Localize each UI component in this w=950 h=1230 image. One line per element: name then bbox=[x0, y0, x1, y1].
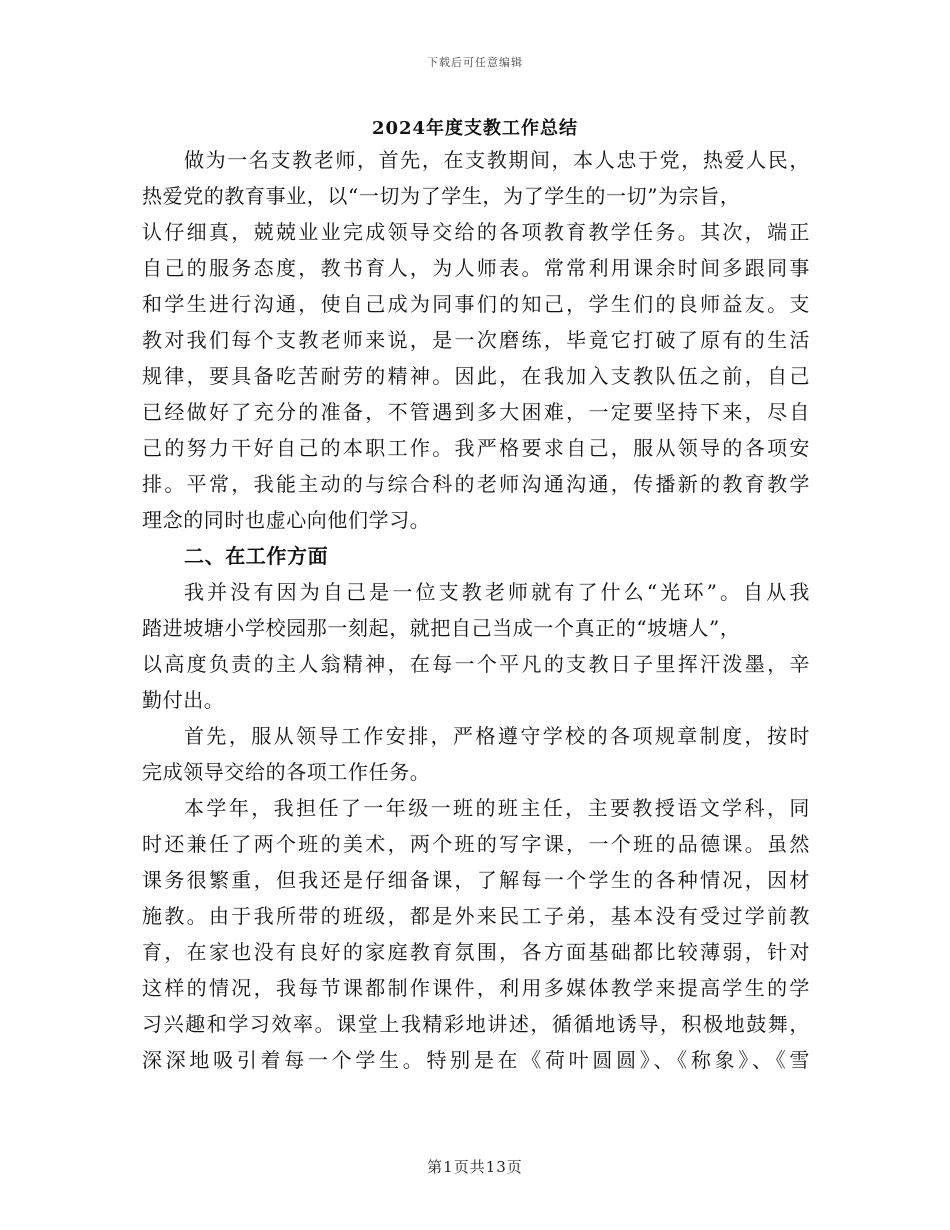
section-heading: 二、在工作方面 bbox=[184, 544, 329, 568]
body-text-line: 首先，服从领导工作安排，严格遵守学校的各项规章制度，按时 bbox=[184, 724, 810, 748]
body-text-line: 这样的情况，我每节课都制作课件，利用多媒体教学来提高学生的学 bbox=[142, 976, 810, 1000]
body-text-line: 深深地吸引着每一个学生。特别是在《荷叶圆圆》、《称象》、《雪 bbox=[142, 1048, 810, 1072]
body-text-line: 排。平常，我能主动的与综合科的老师沟通沟通，传播新的教育教学 bbox=[142, 472, 810, 496]
body-text-line: 时还兼任了两个班的美术，两个班的写字课，一个班的品德课。虽然 bbox=[142, 832, 810, 856]
body-text-line: 规律，要具备吃苦耐劳的精神。因此，在我加入支教队伍之前，自己 bbox=[142, 364, 810, 388]
body-text-line: 我并没有因为自己是一位支教老师就有了什么“光环”。自从我 bbox=[184, 580, 810, 604]
body-text-line: 教对我们每个支教老师来说，是一次磨练，毕竟它打破了原有的生活 bbox=[142, 328, 810, 352]
body-text-line: 自己的服务态度，教书育人，为人师表。常常利用课余时间多跟同事 bbox=[142, 256, 810, 280]
body-text-line: 做为一名支教老师，首先，在支教期间，本人忠于党，热爱人民， bbox=[184, 148, 810, 172]
body-text-line: 认仔细真，兢兢业业完成领导交给的各项教育教学任务。其次，端正 bbox=[142, 220, 810, 244]
header-note: 下载后可任意编辑 bbox=[427, 56, 523, 69]
body-text-line: 以高度负责的主人翁精神，在每一个平凡的支教日子里挥汗泼墨，辛 bbox=[142, 652, 810, 676]
body-text-line: 课务很繁重，但我还是仔细备课，了解每一个学生的各种情况，因材 bbox=[142, 868, 810, 892]
body-text-line: 习兴趣和学习效率。课堂上我精彩地讲述，循循地诱导，积极地鼓舞， bbox=[142, 1012, 810, 1036]
body-text-line: 已经做好了充分的准备，不管遇到多大困难，一定要坚持下来，尽自 bbox=[142, 400, 810, 424]
body-text-line: 热爱党的教育事业，以“一切为了学生，为了学生的一切”为宗旨， bbox=[142, 184, 741, 208]
body-text-line: 勤付出。 bbox=[142, 688, 225, 712]
body-text-line: 踏进坡塘小学校园那一刻起，就把自己当成一个真正的“坡塘人”， bbox=[142, 616, 741, 640]
body-text-line: 己的努力干好自己的本职工作。我严格要求自己，服从领导的各项安 bbox=[142, 436, 810, 460]
page-number: 第1页共13页 bbox=[427, 1158, 523, 1176]
body-text-line: 完成领导交给的各项工作任务。 bbox=[142, 760, 431, 784]
body-text-line: 理念的同时也虚心向他们学习。 bbox=[142, 508, 431, 532]
body-text-line: 施教。由于我所带的班级，都是外来民工子弟，基本没有受过学前教 bbox=[142, 904, 810, 928]
document-body bbox=[142, 142, 810, 1078]
document-title: 2024年度支教工作总结 bbox=[371, 118, 579, 139]
body-text-line: 和学生进行沟通，使自己成为同事们的知己，学生们的良师益友。支 bbox=[142, 292, 810, 316]
body-text-line: 育，在家也没有良好的家庭教育氛围，各方面基础都比较薄弱，针对 bbox=[142, 940, 810, 964]
body-text-line: 本学年，我担任了一年级一班的班主任，主要教授语文学科，同 bbox=[184, 796, 810, 820]
